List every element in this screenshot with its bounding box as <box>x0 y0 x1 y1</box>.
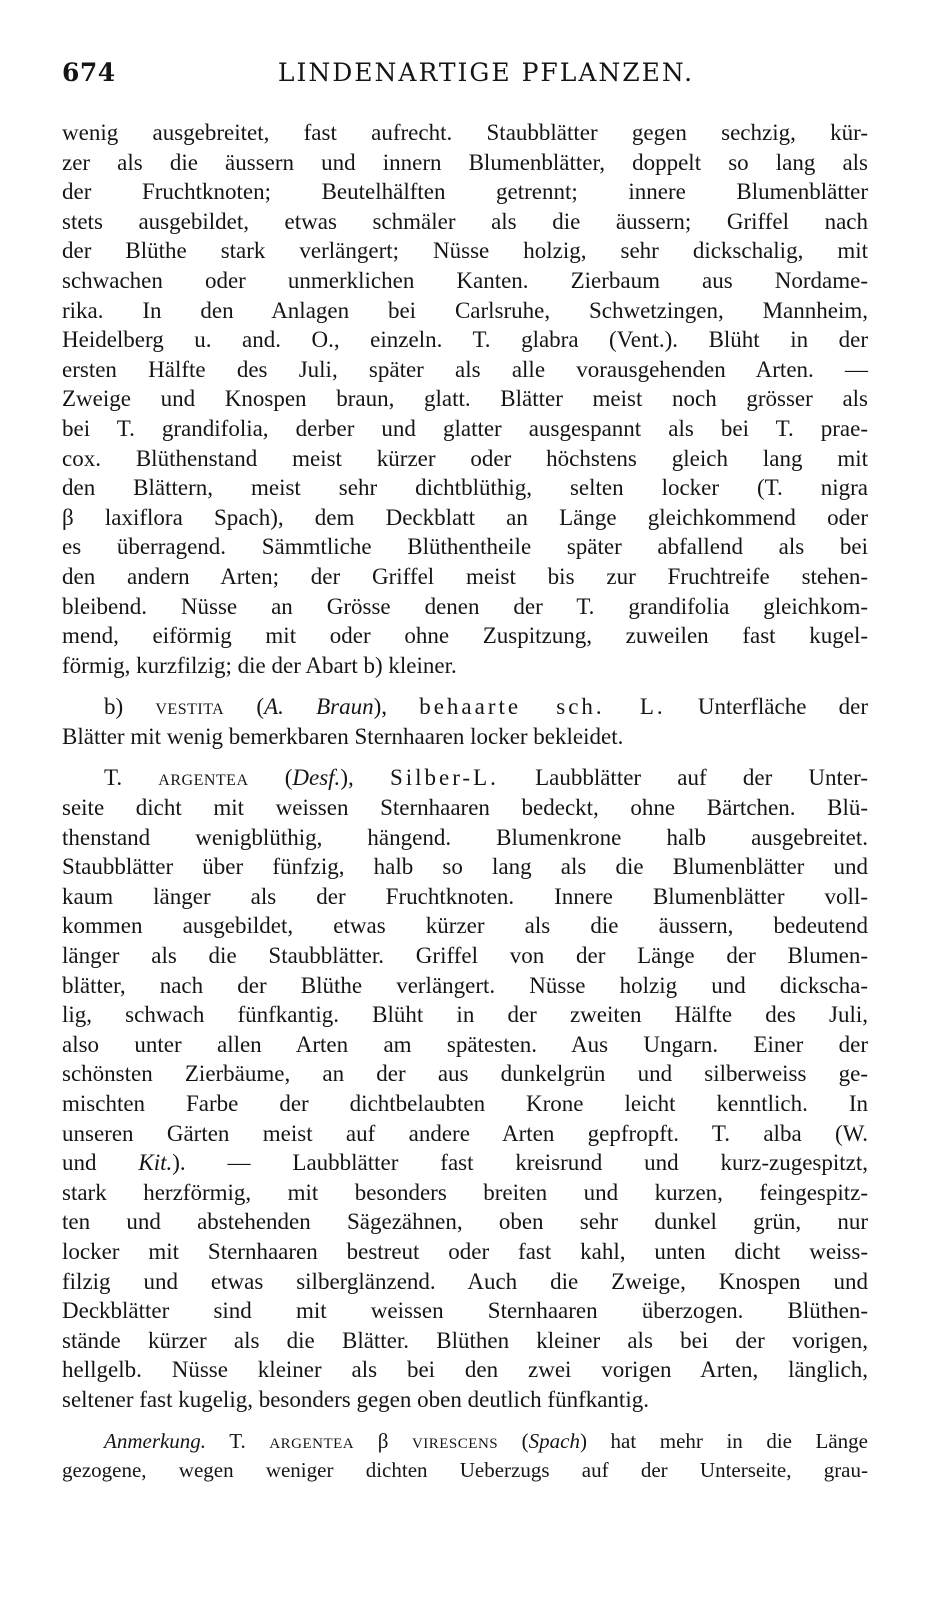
text-line: zer als die äussern und innern Blumenblätter, doppelt so lang als <box>62 149 868 175</box>
text-run: ) hat mehr in die Länge <box>580 1428 869 1453</box>
paragraph-gap <box>62 680 868 692</box>
text-line: kommen ausgebildet, etwas kürzer als die äussern, bedeutend <box>62 913 868 939</box>
text-line: förmig, kurzfilzig; die der Abart b) kleiner. <box>62 652 457 678</box>
text-line: rika. In den Anlagen bei Carlsruhe, Schwetzingen, Mannheim, <box>62 297 868 323</box>
text-line <box>62 763 868 793</box>
text-line: der Blüthe stark verlängert; Nüsse holzig, sehr dickschalig, mit <box>62 238 868 264</box>
note-anmerkung <box>62 1427 868 1486</box>
author-name: A. Braun <box>264 694 374 720</box>
text-line: es überragend. Sämmtliche Blüthentheile später abfallend als bei <box>62 534 868 560</box>
text-line: seltener fast kugelig, besonders gegen oben deutlich fünfkantig. <box>62 1386 649 1412</box>
text-line: also unter allen Arten am spätesten. Aus Ungarn. Einer der <box>62 1031 868 1057</box>
text-run: b) <box>104 694 156 720</box>
common-name: behaarte sch. L. <box>419 694 666 720</box>
author-name: Kit. <box>138 1150 173 1176</box>
paragraph-gap <box>62 1415 868 1427</box>
author-name: Desf. <box>292 765 341 791</box>
text-line: kaum länger als der Fruchtknoten. Innere Blumenblätter voll- <box>62 883 868 909</box>
text-line: schwachen oder unmerklichen Kanten. Zierbaum aus Nordame- <box>62 267 868 293</box>
text-line: stark herzförmig, mit besonders breiten und kurzen, feingespitz- <box>62 1179 868 1205</box>
text-line: hellgelb. Nüsse kleiner als bei den zwei vorigen Arten, länglich, <box>62 1357 868 1383</box>
text-line: der Fruchtknoten; Beutelhälften getrennt; innere Blumenblätter <box>62 179 868 205</box>
text-line: seite dicht mit weissen Sternhaaren bedeckt, ohne Bärtchen. Blü- <box>62 795 868 821</box>
page-header <box>62 58 870 98</box>
text-line: Zweige und Knospen braun, glatt. Blätter meist noch grösser als <box>62 386 868 412</box>
text-line: thenstand wenigblüthig, hängend. Blumenkrone halb ausgebreitet. <box>62 824 868 850</box>
paragraph-variety-vestita <box>62 692 868 751</box>
text-line: bleibend. Nüsse an Grösse denen der T. grandifolia gleichkom- <box>62 593 868 619</box>
paragraph-gap <box>62 751 868 763</box>
text-run: β <box>354 1428 412 1453</box>
species-name: argentea <box>269 1428 355 1453</box>
text-line: Heidelberg u. and. O., einzeln. T. glabra (Vent.). Blüht in der <box>62 327 868 353</box>
text-line: bei T. grandifolia, derber und glatter ausgespannt als bei T. prae- <box>62 415 868 441</box>
text-line: Deckblätter sind mit weissen Sternhaaren überzogen. Blüthen- <box>62 1298 868 1324</box>
body-text <box>62 118 868 1486</box>
paragraph-tilia-argentea <box>62 763 868 1414</box>
paragraph-tilia-glabra-description <box>62 118 868 680</box>
text-run: ). — Laubblätter fast kreisrund und kurz-zugespitzt, <box>172 1150 868 1176</box>
note-label: Anmerkung. <box>104 1428 207 1453</box>
text-line: filzig und etwas silberglänzend. Auch die Zweige, Knospen und <box>62 1268 868 1294</box>
text-line: mend, eiförmig mit oder ohne Zuspitzung, zuweilen fast kugel- <box>62 623 868 649</box>
running-head: LINDENARTIGE PFLANZEN. <box>277 58 695 87</box>
text-run: T. <box>206 1428 270 1453</box>
text-line: den andern Arten; der Griffel meist bis zur Fruchtreife stehen- <box>62 563 868 589</box>
text-line: mischten Farbe der dichtbelaubten Krone leicht kenntlich. In <box>62 1091 868 1116</box>
variety-name: vestita <box>155 694 225 720</box>
text-line <box>62 1148 868 1178</box>
text-line <box>62 1427 868 1457</box>
text-line: lig, schwach fünfkantig. Blüht in der zweiten Hälfte des Juli, <box>62 1002 868 1028</box>
text-line: Staubblätter über fünfzig, halb so lang als die Blumenblätter und <box>62 854 868 880</box>
text-line: unseren Gärten meist auf andere Arten gepfropft. T. alba (W. <box>62 1120 868 1146</box>
text-run: ), <box>373 694 420 720</box>
text-run: und <box>62 1150 139 1176</box>
text-line: länger als die Staubblätter. Griffel von der Länge der Blumen- <box>62 943 868 969</box>
text-line: ersten Hälfte des Juli, später als alle vorausgehenden Arten. — <box>62 356 868 382</box>
common-name: Silber-L. <box>389 765 499 791</box>
text-run: ( <box>498 1428 529 1453</box>
text-line: β laxiflora Spach), dem Deckblatt an Länge gleichkommend oder <box>62 504 868 530</box>
text-line: schönsten Zierbäume, an der aus dunkelgrün und silberweiss ge- <box>62 1061 868 1087</box>
text-run: T. <box>104 765 159 791</box>
species-name: argentea <box>158 765 249 791</box>
author-name: Spach <box>528 1428 580 1453</box>
page-number: 674 <box>62 58 116 87</box>
text-line: locker mit Sternhaaren bestreut oder fast kahl, unten dicht weiss- <box>62 1238 868 1264</box>
text-line: cox. Blüthenstand meist kürzer oder höchstens gleich lang mit <box>62 445 868 471</box>
text-line <box>62 692 868 722</box>
text-line: stets ausgebildet, etwas schmäler als die äussern; Griffel nach <box>62 208 868 234</box>
text-line: blätter, nach der Blüthe verlängert. Nüsse holzig und dickscha- <box>62 972 868 998</box>
text-run: Laubblätter auf der Unter- <box>498 765 868 791</box>
text-line: wenig ausgebreitet, fast aufrecht. Staubblätter gegen sechzig, kür- <box>62 120 868 145</box>
text-line: ten und abstehenden Sägezähnen, oben sehr dunkel grün, nur <box>62 1209 868 1235</box>
variety-name: virescens <box>411 1428 499 1453</box>
text-run: ( <box>248 765 293 791</box>
text-run: Unterfläche der <box>665 694 868 720</box>
text-line: stände kürzer als die Blätter. Blüthen kleiner als bei der vorigen, <box>62 1327 868 1353</box>
text-line: Blätter mit wenig bemerkbaren Sternhaaren locker bekleidet. <box>62 723 624 749</box>
text-run: ), <box>340 765 390 791</box>
text-line: gezogene, wegen weniger dichten Ueberzugs auf der Unterseite, grau- <box>62 1458 868 1483</box>
text-run: ( <box>224 694 265 720</box>
text-line: den Blättern, meist sehr dichtblüthig, selten locker (T. nigra <box>62 475 868 501</box>
